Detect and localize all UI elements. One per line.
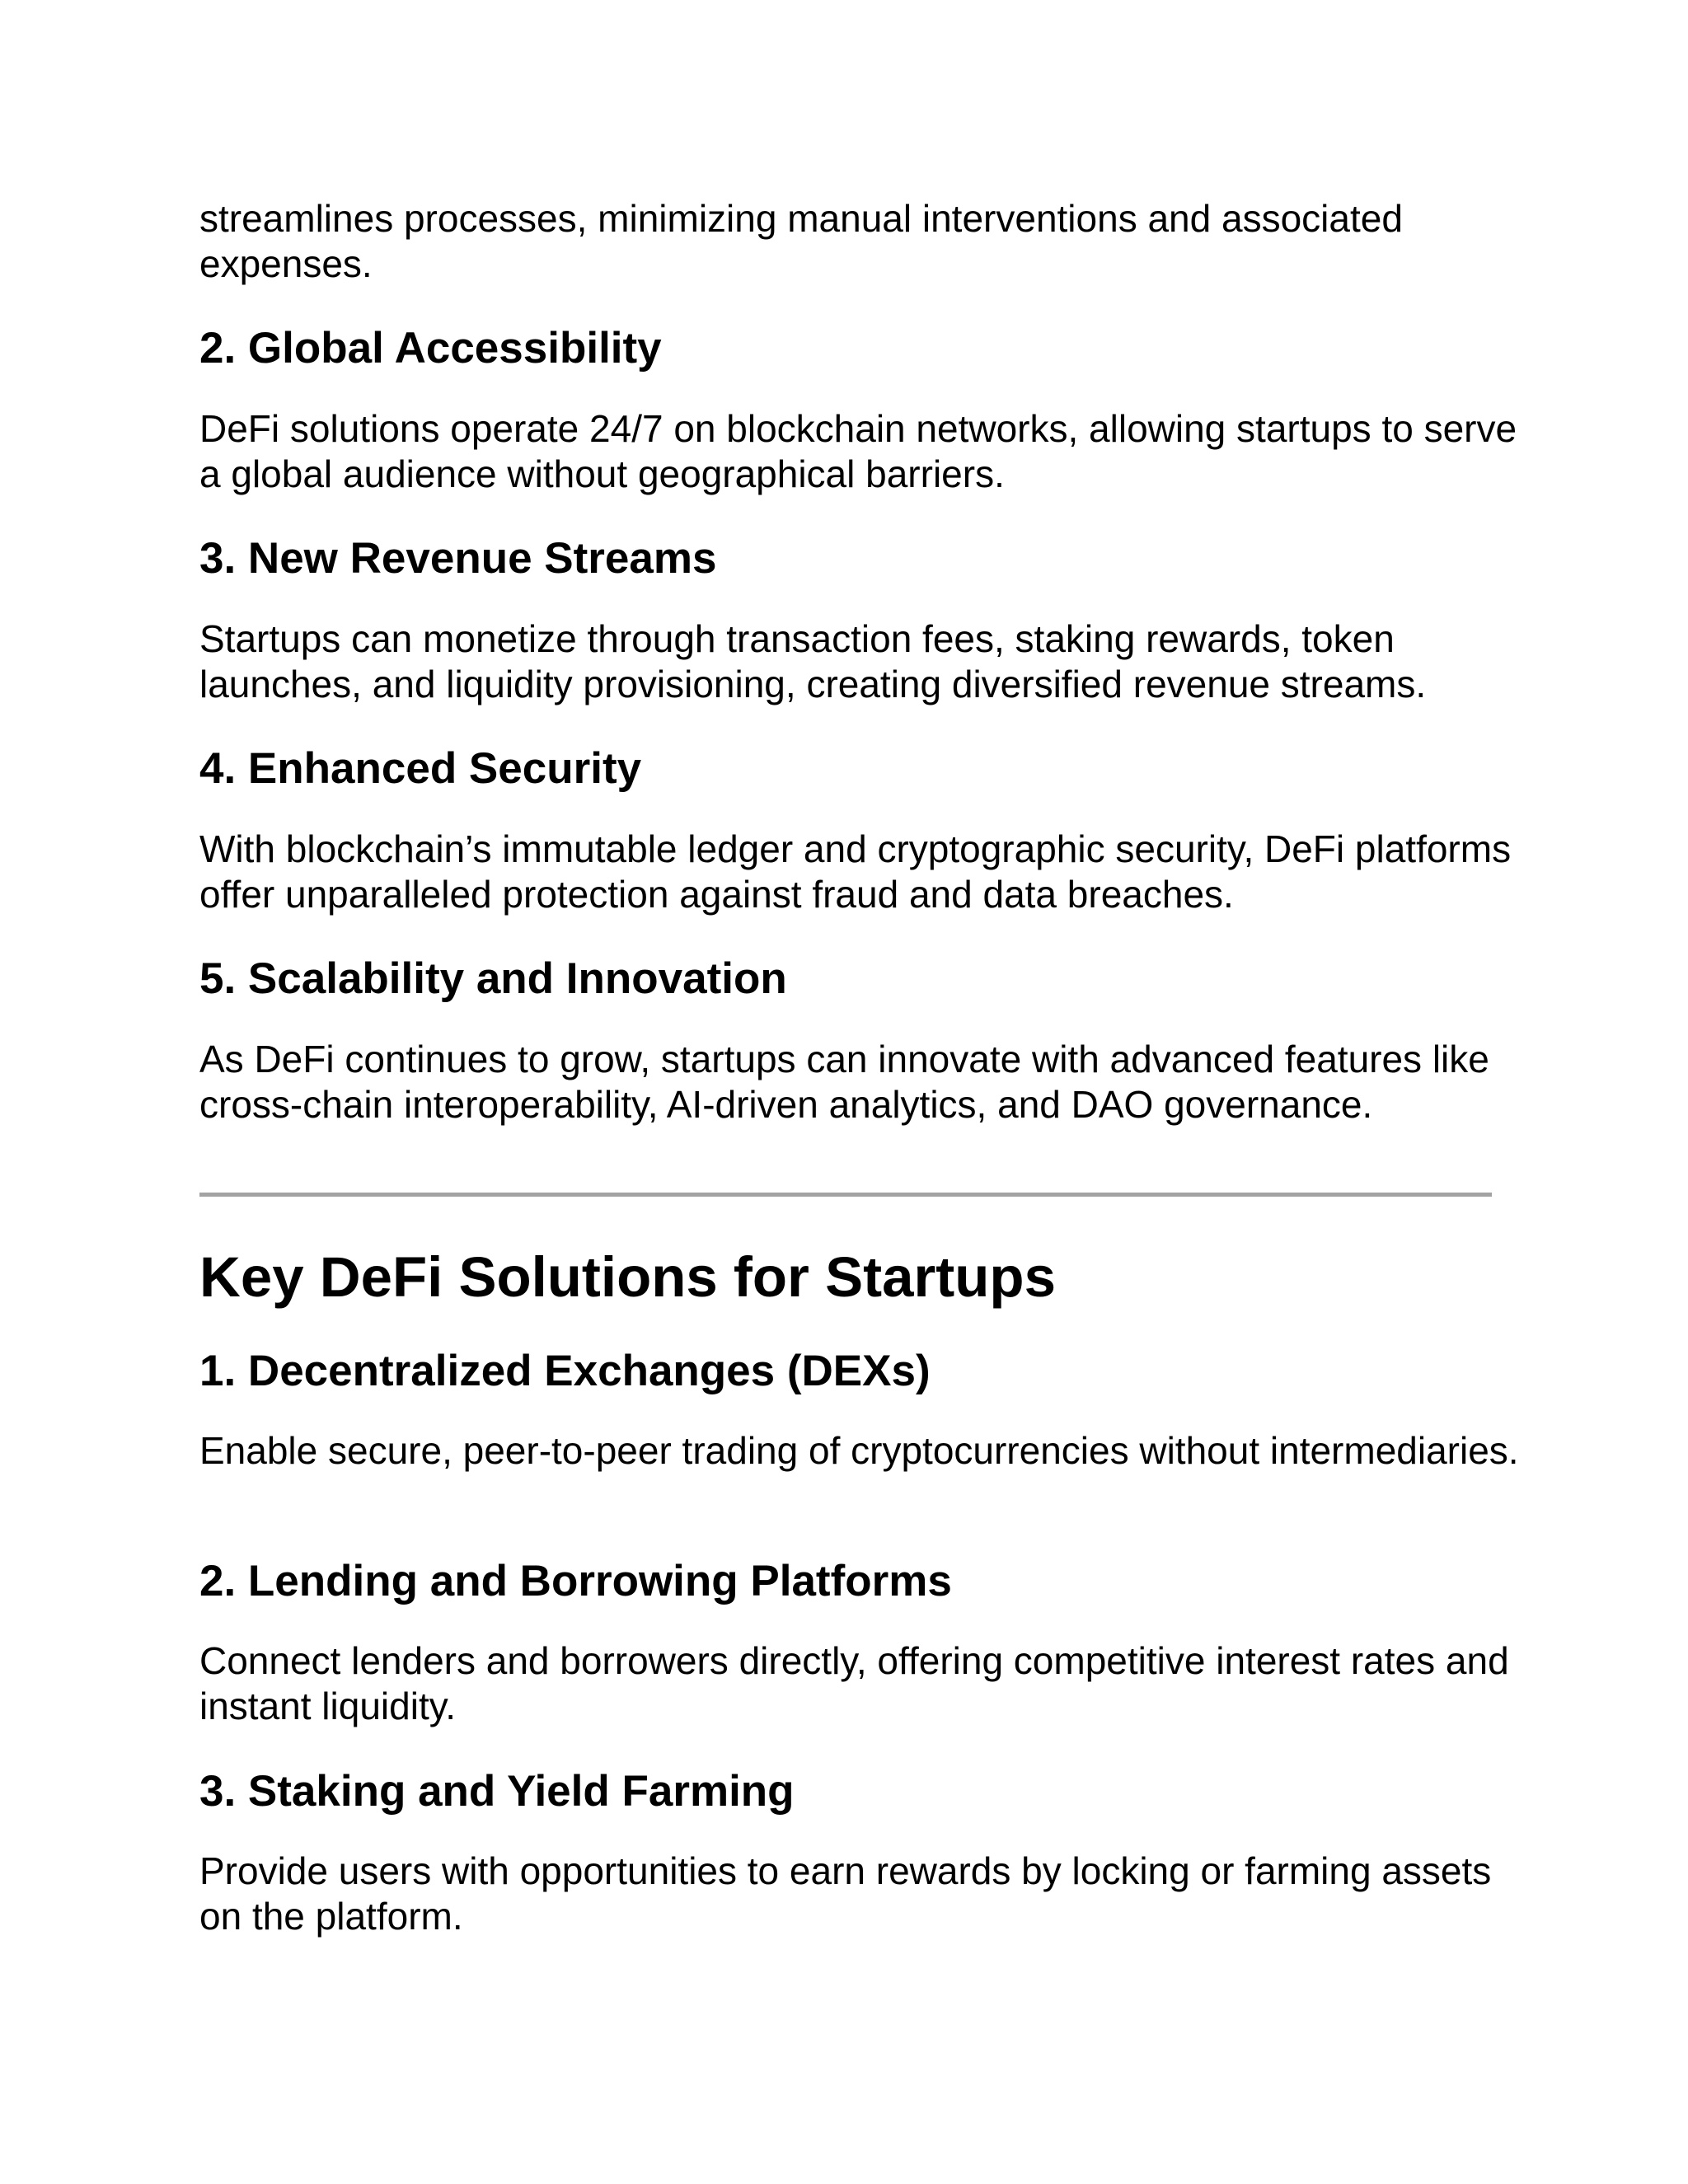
section-divider xyxy=(199,1193,1492,1197)
solution-heading-lending-borrowing: 2. Lending and Borrowing Platforms xyxy=(199,1557,952,1605)
intro-continuation-paragraph: streamlines processes, minimizing manual interventions and associated expenses. xyxy=(199,197,1403,285)
benefit-heading-global-accessibility: 2. Global Accessibility xyxy=(199,324,662,373)
solution-heading-staking-yield: 3. Staking and Yield Farming xyxy=(199,1767,795,1816)
benefit-body-global-accessibility: DeFi solutions operate 24/7 on blockchain networks, allowing startups to serve a global audience without geographical barriers. xyxy=(199,407,1517,495)
solution-heading-dexs: 1. Decentralized Exchanges (DEXs) xyxy=(199,1347,931,1395)
solution-body-dexs: Enable secure, peer-to-peer trading of cryptocurrencies without intermediaries. xyxy=(199,1429,1519,1472)
benefit-heading-scalability-innovation: 5. Scalability and Innovation xyxy=(199,954,787,1003)
benefit-body-scalability-innovation: As DeFi continues to grow, startups can innovate with advanced features like cross-chain interoperability, AI-driven analytics, and DAO governance. xyxy=(199,1038,1489,1126)
benefit-body-enhanced-security: With blockchain’s immutable ledger and cryptographic security, DeFi platforms offer unparalleled protection against fraud and data breaches. xyxy=(199,827,1512,916)
benefit-body-new-revenue-streams: Startups can monetize through transaction fees, staking rewards, token launches, and liquidity provisioning, creating diversified revenue streams. xyxy=(199,617,1427,705)
solution-body-lending-borrowing: Connect lenders and borrowers directly, offering competitive interest rates and instant liquidity. xyxy=(199,1639,1509,1727)
benefit-heading-enhanced-security: 4. Enhanced Security xyxy=(199,744,642,793)
benefit-heading-new-revenue-streams: 3. New Revenue Streams xyxy=(199,534,717,583)
section-title: Key DeFi Solutions for Startups xyxy=(199,1245,1056,1309)
solution-body-staking-yield: Provide users with opportunities to earn rewards by locking or farming assets on the platform. xyxy=(199,1849,1492,1938)
